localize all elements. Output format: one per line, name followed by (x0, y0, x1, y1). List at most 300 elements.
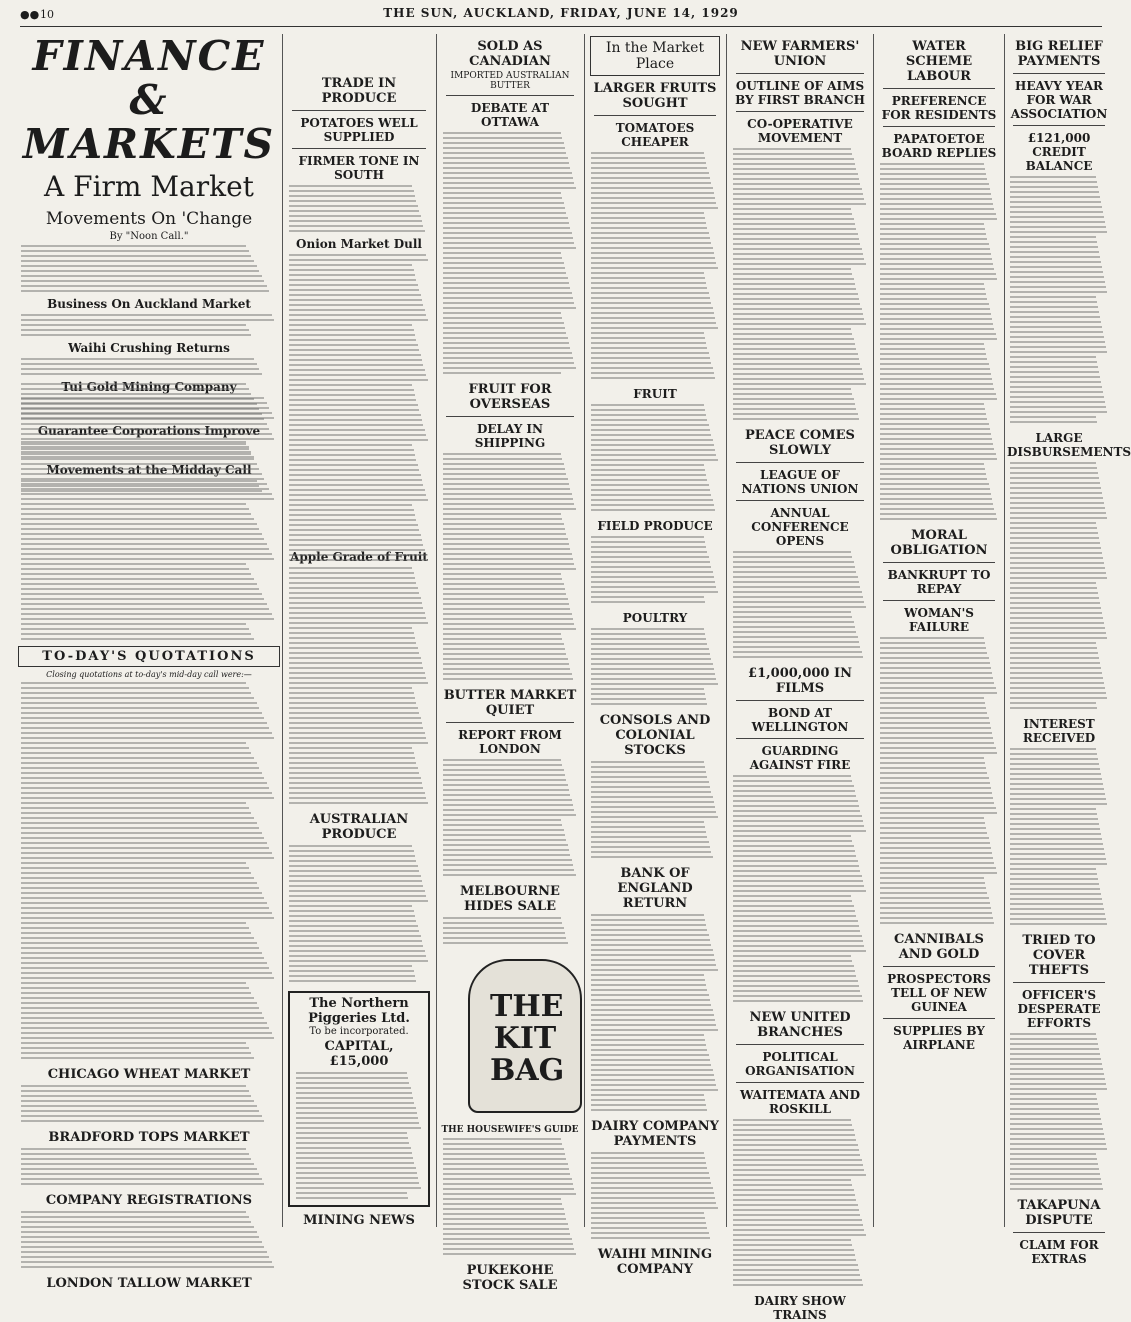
text-line (591, 801, 714, 803)
text-line (21, 463, 257, 465)
text-line (296, 1132, 407, 1134)
text-line (880, 248, 990, 250)
text-line (21, 932, 251, 934)
text-line (733, 398, 854, 400)
text-line (880, 388, 994, 390)
text-line (733, 353, 858, 355)
dairy-payments-head: DAIRY COMPANY PAYMENTS (591, 1119, 719, 1149)
text-line (733, 1169, 864, 1171)
text-line (591, 1004, 711, 1006)
text-line (21, 485, 259, 487)
text-line (880, 238, 987, 240)
text-line (733, 213, 852, 215)
text-line (591, 1099, 705, 1101)
text-line (21, 618, 274, 620)
text-line (1010, 236, 1096, 238)
text-line (443, 132, 561, 134)
text-line (733, 338, 854, 340)
text-line (733, 1189, 854, 1191)
tomatoes-sub: TOMATOES CHEAPER (615, 121, 695, 149)
text-line (296, 1112, 417, 1114)
text-line (443, 558, 573, 560)
text-line (591, 688, 704, 690)
text-line (443, 262, 564, 264)
text-line (1010, 316, 1100, 318)
text-line (1010, 492, 1102, 494)
text-line (591, 1034, 704, 1036)
text-line (1010, 522, 1096, 524)
text-line (21, 772, 262, 774)
text-line (880, 902, 990, 904)
text-line (21, 1216, 249, 1218)
text-line (733, 930, 860, 932)
finance-block-3: Guarantee Corporations Improve (37, 424, 261, 438)
text-line (733, 616, 852, 618)
text-line (591, 1237, 710, 1239)
text-line (1010, 1038, 1097, 1040)
text-line (443, 829, 564, 831)
text-line (733, 303, 860, 305)
text-line (880, 812, 997, 814)
text-line (733, 288, 856, 290)
text-line (1010, 853, 1105, 855)
text-line (289, 777, 421, 779)
text-line (1010, 748, 1096, 750)
text-line (591, 1039, 705, 1041)
text-line (880, 318, 992, 320)
text-line (289, 930, 419, 932)
text-line (733, 328, 851, 330)
text-line (880, 413, 986, 415)
text-line (880, 832, 987, 834)
text-line (591, 771, 706, 773)
text-line (443, 658, 568, 660)
text-line (733, 223, 855, 225)
text-line (880, 852, 992, 854)
text-line (289, 449, 414, 451)
text-line (591, 914, 704, 916)
text-line (591, 1109, 707, 1111)
text-line (289, 880, 422, 882)
quotations-table (18, 682, 280, 1062)
text-line (21, 902, 267, 904)
text-line (591, 919, 705, 921)
text-line (289, 190, 414, 192)
text-line (289, 850, 414, 852)
text-line (289, 677, 426, 679)
text-line (289, 572, 414, 574)
text-line (733, 850, 855, 852)
column-5 (588, 34, 722, 1277)
text-line (296, 1172, 417, 1174)
text-line (21, 1261, 272, 1263)
occidental-head: MINING NEWS (303, 1213, 415, 1228)
text-line (591, 1019, 715, 1021)
text-line (1010, 667, 1101, 669)
text-line (289, 269, 414, 271)
text-line (733, 318, 864, 320)
text-line (880, 767, 986, 769)
quotations-caption: Closing quotations at to-day's mid-day call were:— (46, 670, 252, 679)
text-line (21, 1085, 246, 1087)
text-line (733, 243, 860, 245)
text-line (443, 663, 569, 665)
text-line (21, 702, 257, 704)
text-line (21, 752, 251, 754)
text-line (880, 378, 992, 380)
text-line (1010, 1058, 1101, 1060)
text-line (1010, 632, 1106, 634)
text-line (21, 1231, 257, 1233)
text-line (443, 673, 572, 675)
text-line (21, 1183, 264, 1185)
text-line (1010, 286, 1106, 288)
text-line (880, 233, 986, 235)
text-line (591, 1217, 705, 1219)
text-line (591, 282, 706, 284)
text-line (1010, 788, 1104, 790)
text-line (443, 312, 561, 314)
text-line (289, 707, 418, 709)
text-line (880, 697, 984, 699)
text-line (21, 1168, 257, 1170)
text-line (21, 987, 249, 989)
text-line (1010, 768, 1100, 770)
text-line (1010, 271, 1103, 273)
text-line (289, 215, 421, 217)
text-line (21, 245, 246, 247)
text-line (443, 202, 564, 204)
text-line (880, 333, 996, 335)
text-line (21, 280, 264, 282)
large-disbursements-head: LARGE DISBURSEMENTS (1007, 431, 1131, 459)
text-line (1010, 908, 1104, 910)
text-line (1010, 191, 1099, 193)
text-line (880, 493, 991, 495)
text-line (591, 237, 710, 239)
byline: By "Noon Call." (109, 231, 189, 242)
text-line (733, 780, 852, 782)
text-line (289, 612, 425, 614)
finance-block-4: Movements at the Midday Call (46, 463, 252, 477)
peace-sub: LEAGUE OF NATIONS UNION (741, 468, 859, 496)
text-line (591, 1094, 704, 1096)
text-line (591, 414, 706, 416)
text-line (21, 493, 272, 495)
text-line (21, 842, 267, 844)
text-line (289, 657, 421, 659)
text-line (21, 717, 264, 719)
text-line (443, 352, 572, 354)
text-line (880, 508, 994, 510)
text-line (21, 260, 254, 262)
text-line (733, 820, 863, 822)
text-line (1010, 637, 1107, 639)
text-line (443, 1253, 576, 1255)
text-line (591, 929, 707, 931)
text-line (733, 1249, 854, 1251)
text-line (1010, 697, 1107, 699)
text-line (880, 243, 989, 245)
text-line (733, 1209, 859, 1211)
text-line (289, 592, 419, 594)
text-line (733, 198, 864, 200)
text-line (21, 583, 257, 585)
text-line (880, 787, 991, 789)
text-line (443, 162, 569, 164)
text-line (289, 925, 418, 927)
text-line (880, 667, 991, 669)
text-line (21, 628, 249, 630)
text-line (1010, 828, 1100, 830)
text-line (21, 1110, 259, 1112)
text-line (21, 538, 264, 540)
text-line (733, 1214, 860, 1216)
text-line (591, 791, 711, 793)
text-line (21, 1017, 264, 1019)
text-line (21, 468, 259, 470)
text-line (289, 434, 426, 436)
text-line (296, 1192, 407, 1194)
text-line (21, 608, 269, 610)
text-line (1010, 311, 1099, 313)
text-line (880, 163, 984, 165)
text-line (21, 523, 257, 525)
text-line (591, 192, 714, 194)
films-sub2: GUARDING AGAINST FIRE (749, 744, 851, 772)
text-line (443, 252, 561, 254)
dairy-trains-head: DAIRY SHOW TRAINS (754, 1294, 846, 1322)
text-line (591, 678, 716, 680)
text-line (289, 617, 426, 619)
text-line (1010, 798, 1106, 800)
text-line (443, 799, 572, 801)
text-line (591, 566, 711, 568)
text-line (733, 268, 851, 270)
text-line (880, 188, 990, 190)
text-line (443, 1223, 568, 1225)
text-line (880, 677, 993, 679)
text-line (443, 932, 565, 934)
text-line (21, 997, 254, 999)
text-line (880, 702, 985, 704)
text-line (1010, 1188, 1103, 1190)
text-line (733, 218, 854, 220)
text-line (733, 183, 860, 185)
text-line (880, 418, 987, 420)
text-line (1010, 1073, 1104, 1075)
text-line (289, 792, 425, 794)
text-line (443, 1238, 572, 1240)
text-line (289, 404, 418, 406)
text-line (1010, 1068, 1103, 1070)
text-line (296, 1157, 413, 1159)
text-line (289, 890, 425, 892)
text-line (591, 924, 706, 926)
text-line (591, 187, 713, 189)
text-line (289, 524, 418, 526)
finance-headline: A Firm Market (44, 170, 254, 203)
text-line (21, 498, 274, 500)
text-line (1010, 687, 1105, 689)
text-line (296, 1107, 416, 1109)
united-branches-head: NEW UNITED BRANCHES (749, 1010, 851, 1040)
text-line (1010, 1053, 1100, 1055)
text-line (1010, 647, 1097, 649)
text-line (21, 603, 267, 605)
text-line (591, 959, 715, 961)
text-line (289, 289, 419, 291)
text-line (21, 692, 251, 694)
text-line (733, 960, 852, 962)
text-line (21, 518, 254, 520)
waihi-mining-head: WAIHI MINING COMPANY (597, 1247, 713, 1277)
text-line (733, 1134, 855, 1136)
text-line (591, 404, 704, 406)
text-line (1010, 186, 1098, 188)
text-line (880, 343, 984, 345)
text-line (591, 841, 709, 843)
text-line (1010, 888, 1100, 890)
text-line (21, 1226, 254, 1228)
text-line (733, 556, 852, 558)
text-line (21, 1251, 267, 1253)
text-line (880, 827, 986, 829)
text-line (880, 822, 985, 824)
text-line (289, 469, 419, 471)
text-line (21, 578, 254, 580)
text-line (289, 220, 422, 222)
text-line (591, 312, 714, 314)
text-line (733, 920, 858, 922)
text-line (443, 1153, 565, 1155)
text-line (443, 1143, 562, 1145)
text-line (733, 950, 866, 952)
text-line (21, 1027, 269, 1029)
text-line (21, 957, 264, 959)
text-line (21, 480, 257, 482)
text-line (443, 493, 572, 495)
company-registrations-head: COMPANY REGISTRATIONS (45, 1193, 253, 1208)
text-line (591, 826, 705, 828)
text-line (289, 895, 426, 897)
text-line (21, 265, 257, 267)
text-line (733, 1244, 852, 1246)
text-line (289, 970, 414, 972)
text-line (289, 692, 414, 694)
text-line (591, 851, 711, 853)
text-line (880, 408, 985, 410)
consols-head: CONSOLS AND COLONIAL STOCKS (599, 713, 711, 758)
text-line (591, 551, 707, 553)
text-line (289, 559, 428, 561)
text-line (733, 413, 858, 415)
text-line (733, 1164, 863, 1166)
text-line (296, 1082, 409, 1084)
text-line (1010, 843, 1103, 845)
text-line (21, 413, 262, 415)
peace-sub2: ANNUAL CONFERENCE OPENS (751, 506, 849, 548)
text-line (443, 327, 565, 329)
text-line (21, 1266, 274, 1268)
text-line (591, 287, 707, 289)
text-line (733, 631, 856, 633)
text-line (443, 227, 570, 229)
text-line (21, 1241, 262, 1243)
text-line (880, 727, 991, 729)
text-line (21, 1012, 262, 1014)
text-line (443, 458, 562, 460)
text-line (289, 627, 412, 629)
text-line (443, 638, 562, 640)
text-line (591, 561, 710, 563)
text-line (21, 373, 262, 375)
text-line (289, 379, 428, 381)
text-line (289, 940, 422, 942)
text-line (443, 247, 576, 249)
text-line (733, 1284, 863, 1286)
text-line (591, 601, 705, 603)
text-line (733, 298, 859, 300)
text-line (21, 697, 254, 699)
text-line (443, 937, 566, 939)
text-line (591, 541, 705, 543)
text-line (21, 907, 269, 909)
text-line (296, 1167, 416, 1169)
text-line (21, 528, 259, 530)
text-line (289, 334, 415, 336)
text-line (880, 752, 997, 754)
text-line (733, 576, 858, 578)
text-line (1010, 371, 1099, 373)
text-line (443, 142, 564, 144)
text-line (443, 1208, 564, 1210)
text-line (880, 268, 994, 270)
text-line (289, 975, 415, 977)
text-line (591, 232, 709, 234)
text-line (443, 222, 569, 224)
text-line (443, 237, 573, 239)
text-line (733, 566, 855, 568)
text-line (21, 942, 257, 944)
poultry-head: POULTRY (622, 611, 688, 625)
text-line (21, 368, 259, 370)
text-line (733, 656, 863, 658)
text-line (1010, 411, 1107, 413)
text-line (289, 364, 423, 366)
text-line (880, 198, 992, 200)
text-line (733, 263, 866, 265)
pukekohe-head: PUKEKOHE STOCK SALE (462, 1263, 558, 1293)
text-line (21, 423, 267, 425)
text-line (733, 626, 855, 628)
nfu-sub: OUTLINE OF AIMS BY FIRST BRANCH (735, 79, 865, 107)
text-line (21, 952, 262, 954)
text-line (733, 378, 864, 380)
text-line (443, 182, 574, 184)
text-line (443, 603, 569, 605)
text-line (443, 1218, 566, 1220)
text-line (1010, 823, 1099, 825)
text-line (21, 513, 251, 515)
text-line (1010, 196, 1100, 198)
text-line (21, 508, 249, 510)
text-line (21, 1256, 269, 1258)
text-line (289, 384, 412, 386)
text-line (1010, 1088, 1107, 1090)
text-line (733, 581, 859, 583)
text-line (591, 419, 707, 421)
